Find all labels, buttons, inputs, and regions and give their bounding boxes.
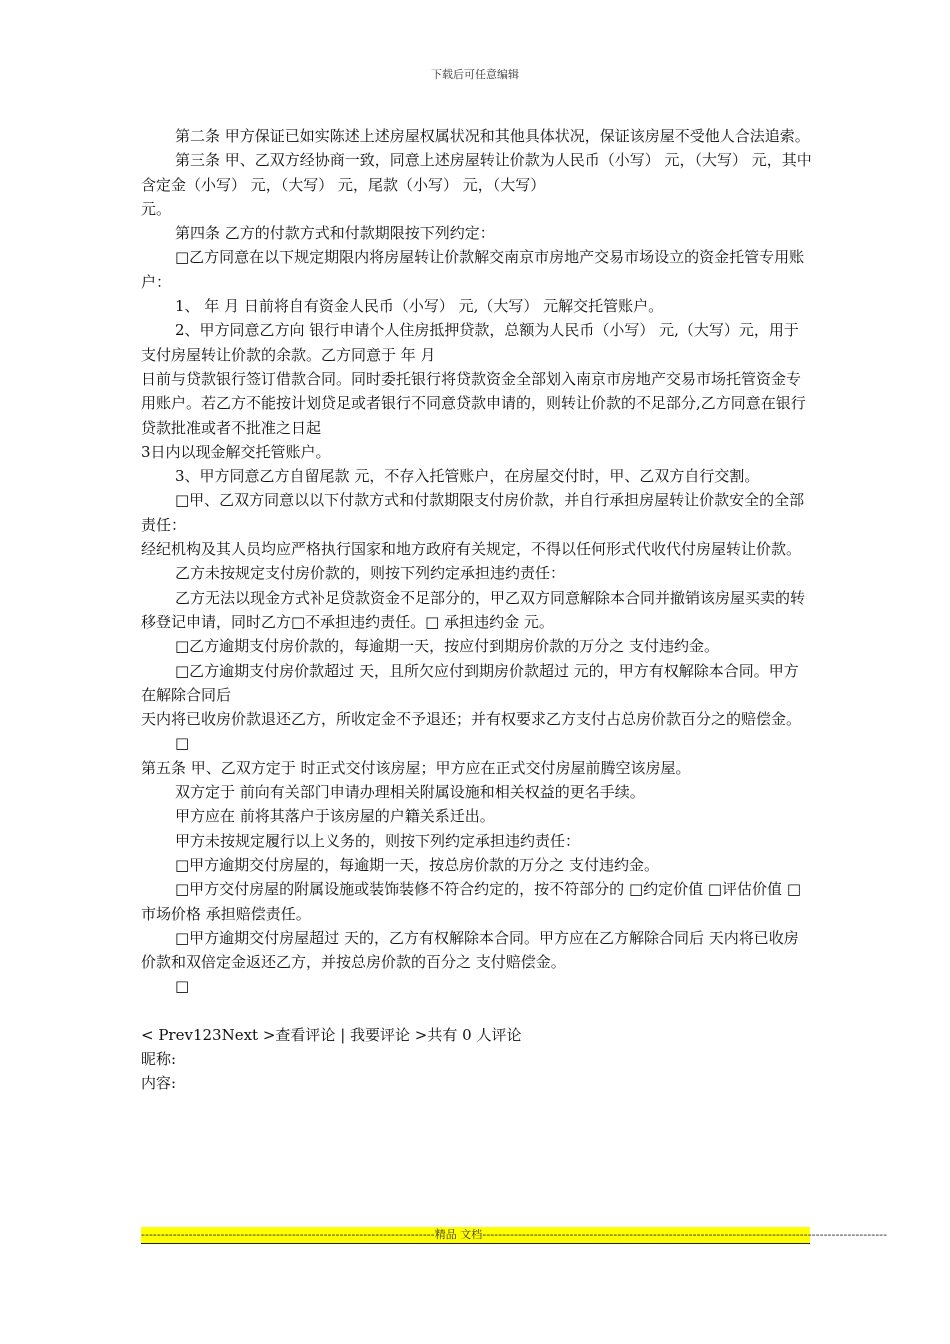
paragraph: □甲方逾期交付房屋超过 天的，乙方有权解除本合同。甲方应在乙方解除合同后 天内将已收房价款和双倍定金返还乙方，并按总房价款的百分之 支付赔偿金。 xyxy=(141,928,799,972)
paragraph: 天内将已收房价款退还乙方，所收定金不予退还；并有权要求乙方支付占总房价款百分之的赔偿金。 xyxy=(141,710,802,729)
paragraph: 乙方未按规定支付房价款的，则按下列约定承担违约责任： xyxy=(175,564,566,583)
paragraph: 经纪机构及其人员均应严格执行国家和地方政府有关规定，不得以任何形式代收代付房屋转让价款。 xyxy=(141,540,802,559)
paragraph: □乙方逾期支付房价款的，每逾期一天，按应付到期房价款的万分之 支付违约金。 xyxy=(175,637,719,656)
my-comment-link[interactable]: 我要评论 > xyxy=(350,1025,428,1044)
paragraph: 第二条 甲方保证已如实陈述上述房屋权属状况和其他具体状况，保证该房屋不受他人合法追索。 xyxy=(175,127,810,145)
pagination-bar xyxy=(141,1023,813,1047)
paragraph: 双方定于 前向有关部门申请办理相关附属设施和相关权益的更名手续。 xyxy=(175,783,645,802)
next-link[interactable]: Next > xyxy=(221,1025,276,1044)
paragraph: 第三条 甲、乙双方经协商一致，同意上述房屋转让价款为人民币（小写） 元，（大写） 元，其中含定金（小写） 元，（大写） 元，尾款（小写） 元，（大写） xyxy=(141,151,812,194)
paragraph: 甲方未按规定履行以上义务的，则按下列约定承担违约责任： xyxy=(175,831,581,850)
paragraph: 3日内以现金解交托管账户。 xyxy=(141,442,331,461)
paragraph-list xyxy=(141,124,813,999)
footer-left-dashes: -------------------------------------------------------------------------- xyxy=(141,1228,435,1241)
paragraph: 第四条 乙方的付款方式和付款期限按下列约定： xyxy=(175,224,495,243)
nickname-label: 昵称: xyxy=(141,1049,177,1068)
paragraph: 日前与贷款银行签订借款合同。同时委托银行将贷款资金全部划入南京市房地产交易市场托管资金专用账户。若乙方不能按计划贷足或者银行不同意贷款申请的，则转让价款的不足部分,乙方同意在银行贷款批准或者不批准之日起 xyxy=(141,369,806,437)
paragraph: 第五条 甲、乙双方定于 时正式交付该房屋；甲方应在正式交付房屋前腾空该房屋。 xyxy=(141,758,691,777)
paragraph: 1、 年 月 日前将自有资金人民币（小写） 元,（大写） 元解交托管账户。 xyxy=(175,297,664,316)
footer-right-dashes: ------------------------------------------------------------------------------------------------------ xyxy=(482,1228,888,1241)
nav-separator: | xyxy=(335,1025,351,1044)
paragraph: □ xyxy=(175,977,190,996)
paragraph: 2、甲方同意乙方向 银行申请个人住房抵押贷款，总额为人民币（小写） 元,（大写）元，用于支付房屋转让价款的余款。乙方同意于 年 月 xyxy=(141,321,799,364)
page-header: 下载后可任意编辑 xyxy=(431,68,519,81)
comment-count: 共有 0 人评论 xyxy=(427,1025,522,1044)
footer-banner xyxy=(141,1227,888,1244)
paragraph: □ xyxy=(175,734,190,753)
paragraph: □甲、乙双方同意以以下付款方式和付款期限支付房价款，并自行承担房屋转让价款安全的全部责任： xyxy=(141,491,805,534)
prev-link[interactable]: < Prev xyxy=(141,1025,193,1044)
view-comments-link[interactable]: 查看评论 xyxy=(275,1025,336,1044)
paragraph: □乙方逾期支付房价款超过 天，且所欠应付到期房价款超过 元的，甲方有权解除本合同。甲方在解除合同后 xyxy=(141,661,799,704)
paragraph: □甲方交付房屋的附属设施或装饰装修不符合约定的，按不符部分的 □约定价值 □评估价值 □市场价格 承担赔偿责任。 xyxy=(141,880,801,923)
paragraph: 乙方无法以现金方式补足贷款资金不足部分的，甲乙双方同意解除本合同并撤销该房屋买卖的转移登记申请，同时乙方□不承担违约责任。□ 承担违约金 元。 xyxy=(141,588,806,631)
spacer xyxy=(141,999,813,1023)
paragraph: 元。 xyxy=(141,199,172,218)
content-label: 内容: xyxy=(141,1074,177,1093)
paragraph: 3、甲方同意乙方自留尾款 元，不存入托管账户，在房屋交付时，甲、乙双方自行交割。 xyxy=(175,467,760,486)
page-numbers[interactable]: 123 xyxy=(192,1025,222,1044)
footer-label: 精品 文档 xyxy=(434,1228,483,1241)
document-body xyxy=(141,124,813,1096)
paragraph: □甲方逾期交付房屋的，每逾期一天，按总房价款的万分之 支付违约金。 xyxy=(175,855,659,874)
paragraph: □乙方同意在以下规定期限内将房屋转让价款解交南京市房地产交易市场设立的资金托管专用账户： xyxy=(141,248,805,291)
paragraph: 甲方应在 前将其落户于该房屋的户籍关系迁出。 xyxy=(175,807,495,826)
